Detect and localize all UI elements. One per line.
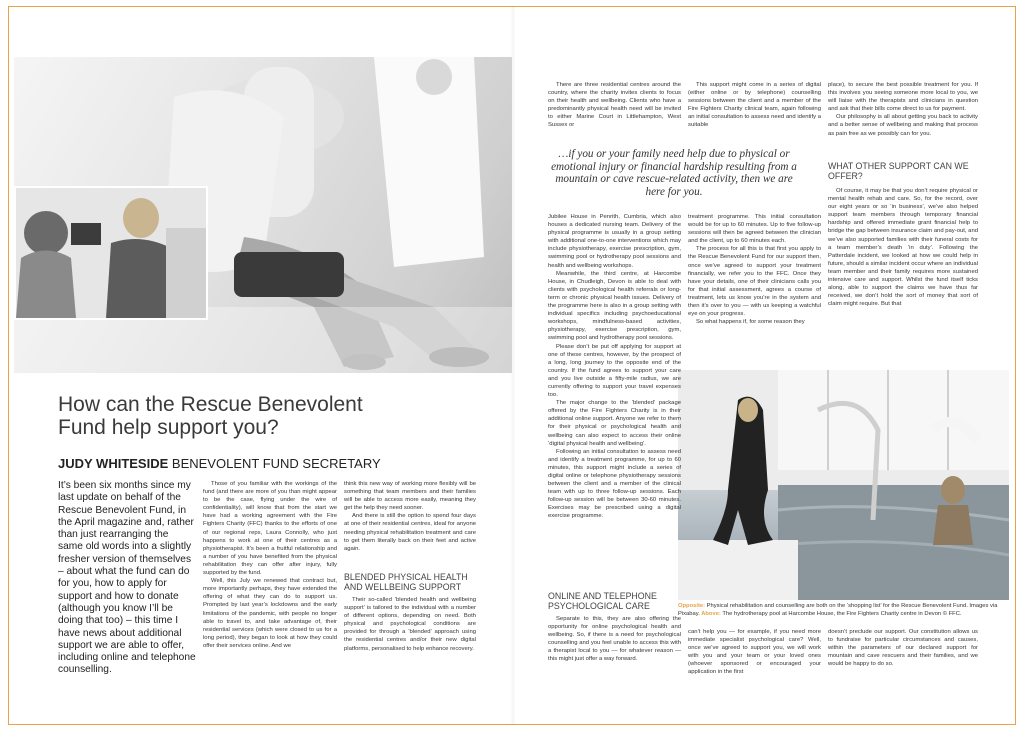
caption-above-text: The hydrotherapy pool at Harcombe House, the Fire Fighters Charity centre in Devon © FFC. [720, 610, 962, 617]
caption-above-label: Above: [699, 610, 721, 617]
counselling-illustration [16, 188, 206, 318]
caption-opposite-text: Physical rehabilitation and counselling are both on the ‘shopping list’ for the Rescue Benevolent Fund. Images via Pixabay. [678, 603, 998, 617]
pull-quote: …if you or your family need help due to physical or emotional injury or financial hardship resulting from a mountain or cave rescue-related activity, then we are here for you. [551, 148, 797, 198]
col4-paragraph-3: Please don’t be put off applying for support at one of these centres, however, by the prospect of a long, long journey to the opposite end of the country. If the fund agrees to support your care and you live outside a fifty-mile radius, we are currently offering to support your travel expenses too. [548, 343, 681, 399]
intro-paragraph: It’s been six months since my last update on behalf of the Rescue Benevolent Fund, in the April magazine and, rather than just rearranging the same old words into a slightly fresher version of themselves – about what the fund can do for you, how to apply for support and how to donate (although you know I’ll be doing that too) – this time I have news about additional support we are able to offer, including online and telephone counselling. [58, 480, 196, 676]
col6-paragraph-1: place), to secure the best possible treatment for you. If this involves you seeing someone more local to you, we will liaise with the therapists and clinicians in question and ask that their bills come direct to us for payment. [828, 82, 978, 113]
col4-paragraph-6: Separate to this, they are also offering the opportunity for online psychological health and wellbeing. So, if there is a need for psychological counselling and you feel unable to access this with a therapist local to you — for whatever reason — this might just offer a way forward. [548, 616, 681, 663]
col4-paragraph-2: Meanwhile, the third centre, at Harcombe House, in Chudleigh, Devon is able to deal with clients with psychological health referrals or long-term or chronic physical health issues. Delivery of the programme here is also in a group setting with individual specifics including psychoeducational workshops, mindfulness-based activities, physiotherapy, exercise prescription, gym, swimming pool and hydrotherapy pool sessions. [548, 270, 681, 342]
photo-caption [678, 603, 1006, 618]
col4-paragraph-5: Following an initial consultation to assess need and identify a treatment programme, for up to 60 minutes, this support might include a series of digital online or telephone physiotherapy sessions between the client and a member of the clinical team with up to three follow-up sessions. Each follow-up session will be between 30-60 minutes. Exercises may be prescribed using a digital exercise programme. [548, 448, 681, 520]
column-6-bottom [828, 628, 978, 668]
col2-paragraph-2: Well, this July we renewed that contract but, more importantly perhaps, they have extended the offering of what they can do to support us. Prompted by last year’s lockdowns and the early limitations of the pandemic, with people no longer able to travel to, and take advantage of, their residential services (which were closed to us for a long period), they began to look at how they could offer their services online. And we [203, 578, 337, 649]
counselling-photo [14, 186, 208, 320]
column-3-top [344, 480, 476, 553]
col5-paragraph-2: The process for all this is that first you apply to the Rescue Benevolent Fund for our support then, once we’ve agreed to support your treatment financially, we refer you to the FFC. Once they have your details, one of their clinicians calls you for that initial assessment, agrees a course of treatment, lets us know you’re in the system and then it’s over to you — with us keeping a watchful eye on your progress. [688, 246, 821, 318]
pool-illustration [678, 370, 1009, 600]
article-headline: How can the Rescue Benevolent Fund help support you? [58, 393, 363, 439]
caption-opposite-label: Opposite: [678, 603, 706, 609]
column-5-middle [688, 213, 821, 326]
hydrotherapy-pool-photo [678, 370, 1009, 600]
column-6-middle [828, 187, 978, 308]
col3-paragraph-3: Their so-called ‘blended health and wellbeing support’ is tailored to the individual with a number of different options, depending on need. Both physical and psychological conditions are provided for through a ‘blended’ approach using the residential centres and/or their new digital platforms, personalised to help enhance recovery. [344, 597, 476, 652]
column-4-top [548, 81, 681, 130]
column-3-bottom [344, 596, 476, 653]
subheading-other-support: WHAT OTHER SUPPORT CAN WE OFFER? [828, 161, 969, 181]
byline-name: JUDY WHITESIDE [58, 456, 169, 471]
column-4-middle [548, 213, 681, 521]
col2-paragraph-1: Those of you familiar with the workings of the fund (and there are more of you than might appear to be the case, flying under the wire of confidentiality), will know that from the start we have had a working agreement with the Fire Fighters Charity (FFC) thanks to the efforts of one of our regional reps, Laura Connolly, who just happens to work at one of their centres as a physiotherapist. It’s been a fruitful relationship and a number of you have benefited from the physical rehabilitation they can offer after injury, fully supported by the fund. [203, 481, 337, 577]
byline [58, 456, 398, 471]
byline-role: BENEVOLENT FUND SECRETARY [171, 456, 381, 471]
subheading-online: ONLINE AND TELEPHONE PSYCHOLOGICAL CARE [548, 591, 657, 611]
column-6-top [828, 81, 978, 138]
col4-paragraph-4: The major change to the ‘blended’ package offered by the Fire Fighters Charity is in their additional online support. Anyone we refer to them for their physical or psychological health and wellbeing can also expect to access their online ‘digital physical health and wellbeing’. [548, 400, 681, 447]
col6-paragraph-3: Of course, it may be that you don’t require physical or mental health rehab and care. So, for the record, over our eight years or so ‘in business’, we’ve also helped support team members through temporary financial hardship and offered immediate grant financial help to bridge the gap between insurance claim and pay-out, and we’ve also supported families with their funeral costs for a team member’s death ‘in duty’. Following the Patterdale incident, we looked at how we could help in future, should a similar incident occur where an individual team member and their family requires more sustained intensive care and support. Whilst the fund itself ticks along, able to support the claims we have thus far received, we don’t hold the sort of money that sort of claim might require. But that [828, 188, 978, 308]
column-5-top [688, 81, 821, 130]
col5-top-paragraph: This support might come in a series of digital (either online or by telephone) counselling sessions between the client and a member of the Fire Fighters Charity clinical team, again following an initial consultation to assess need and identify a suitable [688, 82, 821, 129]
column-4-bottom [548, 615, 681, 664]
column-5-bottom [688, 628, 821, 677]
col3-paragraph-1: think this new way of working more flexibly will be something that team members and their families will be able to access more easily, meaning they get the help they need sooner. [344, 481, 476, 512]
col5-paragraph-1: treatment programme. This initial consultation would be for up to 60 minutes. Up to five follow-up sessions will then be agreed between the clinician and the client, up to 60 minutes each. [688, 214, 821, 245]
subheading-blended: BLENDED PHYSICAL HEALTH AND WELLBEING SUPPORT [344, 572, 468, 592]
col4-paragraph-1: Jubilee House in Penrith, Cumbria, which also houses a dedicated nursing team. Delivery of the physical programme is usually in a group setting with additional one-to-one interventions which may include physiotherapy, exercise prescription, gym, swimming pool or hydrotherapy pool sessions and health and wellbeing workshops. [548, 214, 681, 269]
column-2 [203, 480, 337, 650]
col3-paragraph-2: And there is still the option to spend four days at one of their residential centres, ideal for anyone needing physical rehabilitation treatment and care to get them literally back on their feet and active again. [344, 513, 476, 552]
col5-paragraph-4: can’t help you — for example, if you need more immediate specialist psychological care? Well, once we’ve agreed to support you, we will work with you and your team or your loved ones (whoever sponsored or encouraged your application in the first [688, 629, 821, 676]
col6-paragraph-2: Our philosophy is all about getting you back to activity and a better sense of wellbeing and making that process as pain free as we possibly can for you. [828, 114, 978, 137]
col5-paragraph-3: So what happens if, for some reason they [696, 319, 805, 326]
col6-paragraph-4: doesn’t preclude our support. Our constitution allows us to fundraise for particular circumstances and causes, within the parameters of our declared support for mountain and cave rescuers and their families, and we would be happy to do so. [828, 629, 978, 668]
col4-top-paragraph: There are three residential centres around the country, where the charity invites clients to focus on their health and wellbeing. Clients who have a predominantly physical health need will be invited to either Marine Court in Littlehampton, West Sussex or [548, 82, 681, 129]
